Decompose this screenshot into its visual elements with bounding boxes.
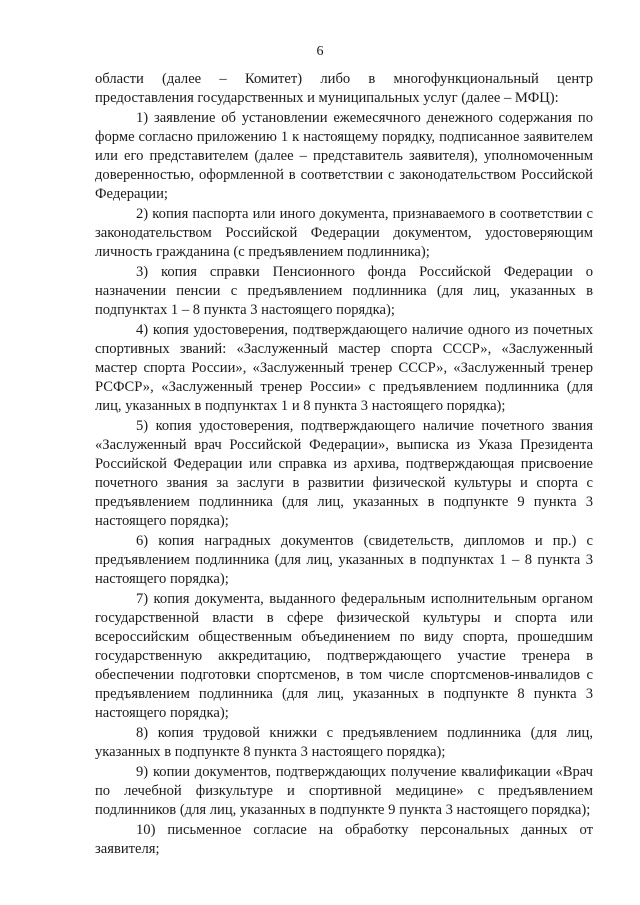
document-body <box>95 70 593 860</box>
list-item-2: 2) копия паспорта или иного документа, признаваемого в соответствии с законодательством Российской Федерации документом, удостоверяющим личность гражданина (с предъявлением подлинника); <box>95 206 593 260</box>
paragraph-intro: области (далее – Комитет) либо в многофункциональный центр предоставления государственных и муниципальных услуг (далее – МФЦ): <box>95 71 593 106</box>
list-item-3: 3) копия справки Пенсионного фонда Российской Федерации о назначении пенсии с предъявлением подлинника (для лиц, указанных в подпунктах 1 – 8 пункта 3 настоящего порядка); <box>95 264 593 318</box>
list-item-5: 5) копия удостоверения, подтверждающего наличие почетного звания «Заслуженный врач Российской Федерации», выписка из Указа Президента Российской Федерации или справка из архива, подтверждающая присвоение почетного звания за заслуги в развитии физической культуры и спорта с предъявлением подлинника (для лиц, указанных в подпункте 9 пункта 3 настоящего порядка); <box>95 418 593 529</box>
list-item-8: 8) копия трудовой книжки с предъявлением подлинника (для лиц, указанных в подпункте 8 пункта 3 настоящего порядка); <box>95 725 593 760</box>
list-item-7: 7) копия документа, выданного федеральным исполнительным органом государственной власти в сфере физической культуры и спорта или всероссийским общественным объединением по виду спорта, прошедшим государственную аккредитацию, подтверждающего участие тренера в обеспечении подготовки спортсменов, в том числе спортсменов-инвалидов с предъявлением подлинника (для лиц, указанных в подпункте 8 пункта 3 настоящего порядка); <box>95 591 593 721</box>
list-item-6: 6) копия наградных документов (свидетельств, дипломов и пр.) с предъявлением подлинника (для лиц, указанных в подпунктах 1 – 8 пункта 3 настоящего порядка); <box>95 533 593 587</box>
list-item-9: 9) копии документов, подтверждающих получение квалификации «Врач по лечебной физкультуре и спортивной медицине» с предъявлением подлинников (для лиц, указанных в подпункте 9 пункта 3 настоящего порядка); <box>95 764 593 818</box>
page-number: 6 <box>316 44 324 59</box>
list-item-10: 10) письменное согласие на обработку персональных данных от заявителя; <box>95 822 593 857</box>
list-item-4: 4) копия удостоверения, подтверждающего наличие одного из почетных спортивных званий: «Заслуженный мастер спорта СССР», «Заслуженный мастер спорта России», «Заслуженный тренер СССР», «Заслуженный тренер РСФСР», «Заслуженный тренер России» с предъявлением подлинника (для лиц, указанных в подпунктах 1 и 8 пункта 3 настоящего порядка); <box>95 322 593 414</box>
list-item-1: 1) заявление об установлении ежемесячного денежного содержания по форме согласно приложению 1 к настоящему порядку, подписанное заявителем или его представителем (далее – представитель заявителя), уполномоченным доверенностью, оформленной в соответствии с законодательством Российской Федерации; <box>95 110 593 202</box>
